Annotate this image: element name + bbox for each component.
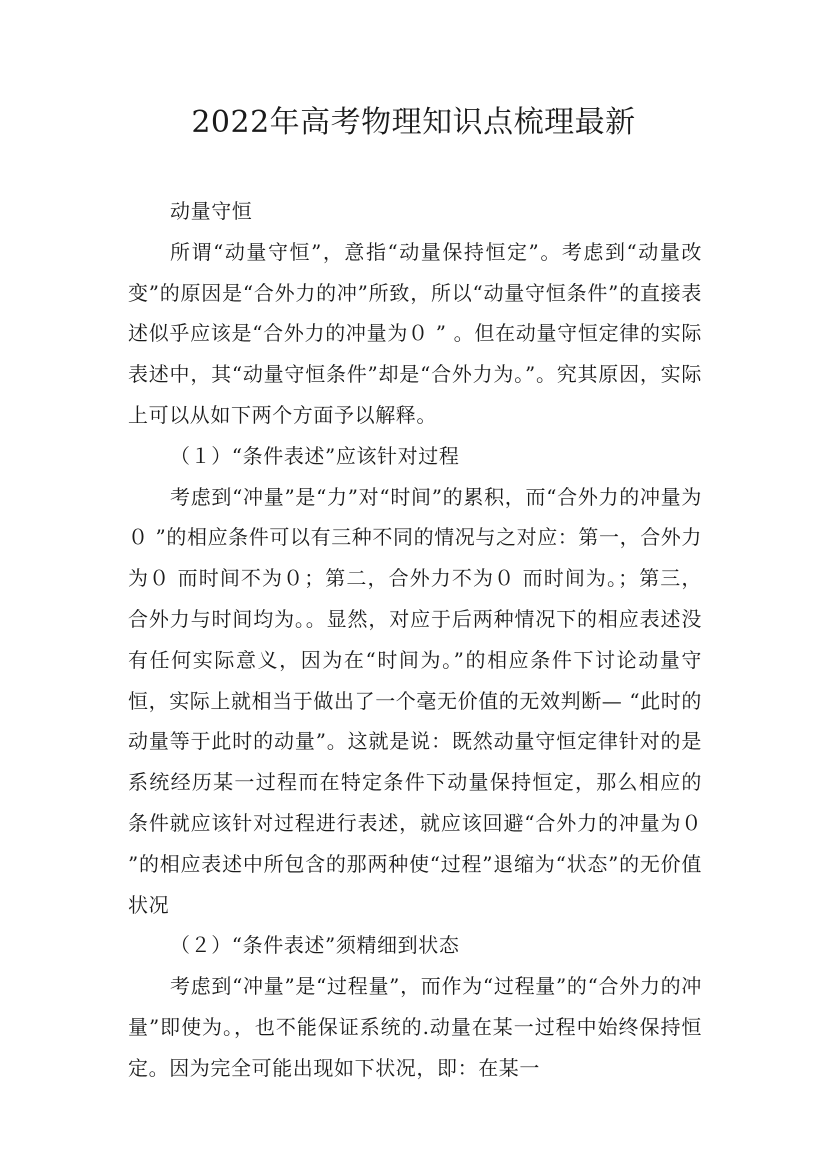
- subheading: （２）“条件表述”须精细到状态: [170, 933, 460, 958]
- paragraph: 所谓“动量守恒”，意指“动量保持恒定”。考虑到“动量改变”的原因是“合外力的冲”所致，所以“动量守恒条件”的直接表述似乎应该是“合外力的冲量为０ ” 。但在动量守恒定律的实际表述中，其“动量守恒条件”却是“合外力为。”。究其原因，实际上可以从如下两个方面予以解释。: [128, 239, 702, 427]
- document-title: 2022年高考物理知识点梳理最新: [191, 105, 636, 140]
- paragraph: 考虑到“冲量”是“力”对“时间”的累积，而“合外力的冲量为０ ”的相应条件可以有三种不同的情况与之对应：第一，合外力为０ 而时间不为０；第二，合外力不为０ 而时间为。；第三，合外力与时间均为。。显然，对应于后两种情况下的相应表述没有任何实际意义，因为在“时间为。”的相应条件下讨论动量守恒，实际上就相当于做出了一个毫无价值的无效判断— “此时的动量等于此时的动量”。这就是说：既然动量守恒定律针对的是系统经历某一过程而在特定条件下动量保持恒定，那么相应的条件就应该针对过程进行表述，就应该回避“合外力的冲量为０ ”的相应表述中所包含的那两种使“过程”退缩为“状态”的无价值状况: [128, 484, 702, 917]
- document-body: [128, 191, 702, 1089]
- section-heading: 动量守恒: [170, 199, 253, 223]
- paragraph: 考虑到“冲量”是“过程量”，而作为“过程量”的“合外力的冲量”即使为。，也不能保证系统的.动量在某一过程中始终保持恒定。因为完全可能出现如下状况，即：在某一: [128, 974, 702, 1080]
- subheading: （１）“条件表述”应该针对过程: [170, 443, 460, 468]
